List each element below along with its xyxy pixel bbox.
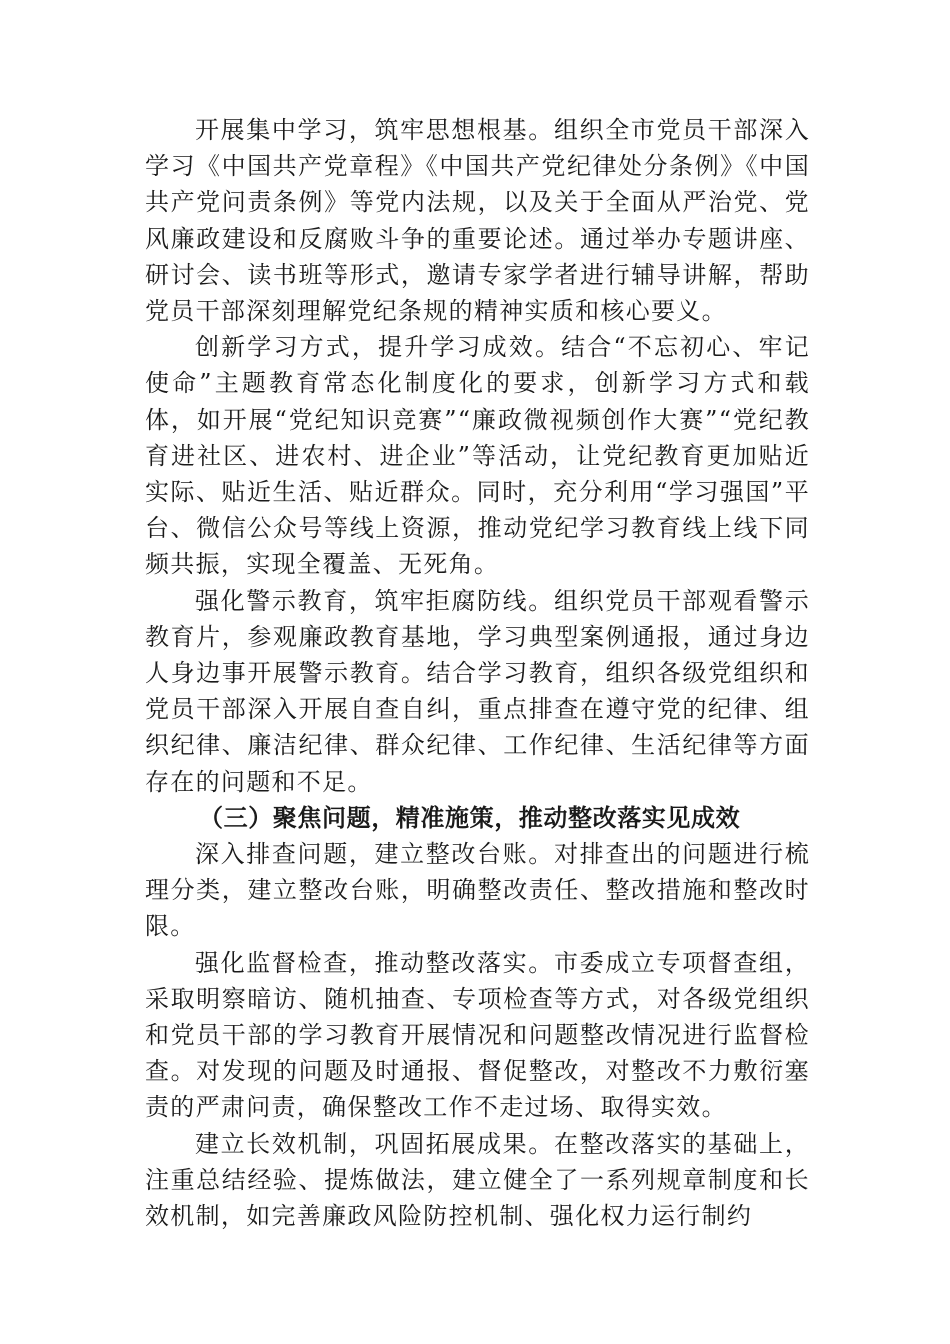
section-heading: （三）聚焦问题，精准施策，推动整改落实见成效 bbox=[199, 803, 741, 832]
paragraph-concentrated-study: 开展集中学习，筑牢思想根基。组织全市党员干部深入学习《中国共产党章程》《中国共产党纪律处分条例》《中国共产党问责条例》等党内法规，以及关于全面从严治党、党风廉政建设和反腐败斗争的重要论述。通过举办专题讲座、研讨会、读书班等形式，邀请专家学者进行辅导讲解，帮助党员干部深刻理解党纪条规的精神实质和核心要义。 bbox=[145, 116, 810, 326]
document-page bbox=[145, 112, 810, 1234]
paragraph-warning-education: 强化警示教育，筑牢拒腐防线。组织党员干部观看警示教育片，参观廉政教育基地，学习典型案例通报，通过身边人身边事开展警示教育。结合学习教育，组织各级党组织和党员干部深入开展自查自纠，重点排查在遵守党的纪律、组织纪律、廉洁纪律、群众纪律、工作纪律、生活纪律等方面存在的问题和不足。 bbox=[145, 586, 810, 796]
paragraph-long-term-mechanism: 建立长效机制，巩固拓展成果。在整改落实的基础上，注重总结经验、提炼做法，建立健全了一系列规章制度和长效机制，如完善廉政风险防控机制、强化权力运行制约 bbox=[145, 1129, 810, 1231]
paragraph-innovative-learning: 创新学习方式，提升学习成效。结合“不忘初心、牢记使命”主题教育常态化制度化的要求，创新学习方式和载体，如开展“党纪知识竞赛”“廉政微视频创作大赛”“党纪教育进社区、进农村、进企业”等活动，让党纪教育更加贴近实际、贴近生活、贴近群众。同时，充分利用“学习强国”平台、微信公众号等线上资源，推动党纪学习教育线上线下同频共振，实现全覆盖、无死角。 bbox=[145, 333, 810, 579]
paragraph-investigate-problems: 深入排查问题，建立整改台账。对排查出的问题进行梳理分类，建立整改台账，明确整改责任、整改措施和整改时限。 bbox=[145, 840, 810, 941]
paragraph-supervision-inspection: 强化监督检查，推动整改落实。市委成立专项督查组，采取明察暗访、随机抽查、专项检查等方式，对各级党组织和党员干部的学习教育开展情况和问题整改情况进行监督检查。对发现的问题及时通报、督促整改，对整改不力敷衍塞责的严肃问责，确保整改工作不走过场、取得实效。 bbox=[145, 948, 810, 1122]
